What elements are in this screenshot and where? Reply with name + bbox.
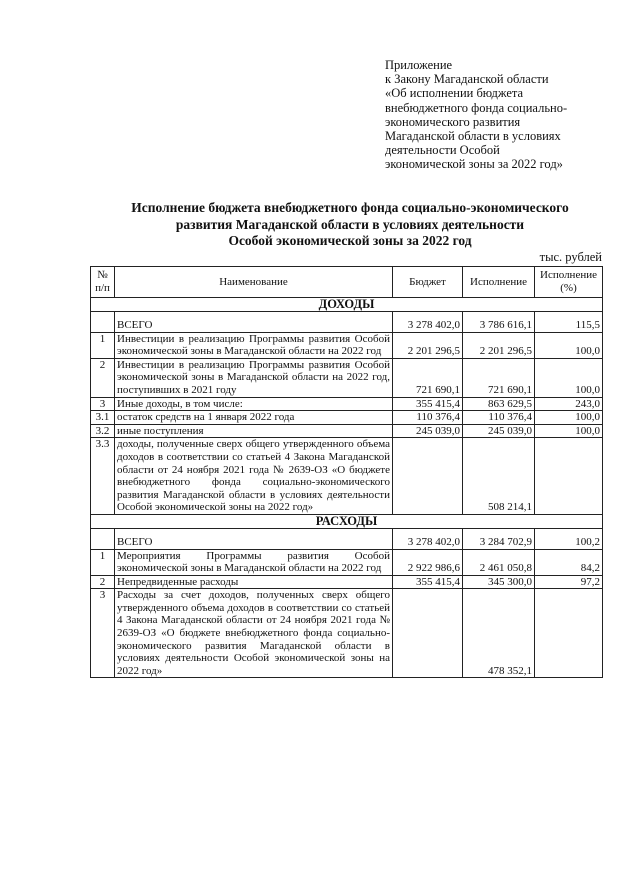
cell-name: Расходы за счет доходов, полученных сверх общего утвержденного объема доходов в соответствии со статьей 4 Закона Магаданской области от 24 ноября 2021 года № 2639-ОЗ «О бюджете внебюджетного фонда социально-экономического развития Магаданской области в условиях деятельности Особой экономической зоны на 2022 год»: [115, 589, 393, 678]
total-label: ВСЕГО: [115, 311, 393, 332]
cell-pct: 100,0: [535, 358, 603, 397]
cell-execution: 345 300,0: [463, 575, 535, 589]
table-row: [91, 549, 603, 575]
table-row: [91, 397, 603, 411]
cell-num: 2: [91, 575, 115, 589]
header-budget: Бюджет: [393, 267, 463, 298]
total-row-income: [91, 311, 603, 332]
cell-budget: 355 415,4: [393, 575, 463, 589]
header-name: Наименование: [115, 267, 393, 298]
cell-num: 1: [91, 549, 115, 575]
cell-budget: [393, 438, 463, 515]
cell-pct: 97,2: [535, 575, 603, 589]
cell-name: Иные доходы, в том числе:: [115, 397, 393, 411]
cell-execution: 508 214,1: [463, 438, 535, 515]
cell-execution: 3 786 616,1: [463, 311, 535, 332]
appendix-line: внебюджетного фонда социально-: [385, 100, 568, 115]
cell-num: 3.3: [91, 438, 115, 515]
title-line: Особой экономической зоны за 2022 год: [228, 233, 472, 248]
cell-budget: 355 415,4: [393, 397, 463, 411]
table-row: [91, 411, 603, 425]
cell-num: 3.1: [91, 411, 115, 425]
cell-execution: 110 376,4: [463, 411, 535, 425]
total-row-expenses: [91, 528, 603, 549]
cell-execution: 2 201 296,5: [463, 332, 535, 358]
table-row: [91, 438, 603, 515]
cell-num: 3: [91, 589, 115, 678]
appendix-line: к Закону Магаданской области: [385, 72, 549, 87]
document-title: [60, 200, 640, 250]
section-row-income: [91, 298, 603, 312]
cell-budget: 721 690,1: [393, 358, 463, 397]
header-execution-pct: Исполнение (%): [535, 267, 603, 298]
cell-name: доходы, полученные сверх общего утвержденного объема доходов в соответствии со статьей 4 Закона Магаданской области от 24 ноября 2021 года № 2639-ОЗ «О бюджете внебюджетного фонда социально-экономического развития Магаданской области в условиях деятельности Особой экономической зоны на 2022 год»: [115, 438, 393, 515]
appendix-line: экономической зоны за 2022 год»: [385, 157, 563, 172]
cell-pct: [535, 438, 603, 515]
cell-num: 1: [91, 332, 115, 358]
cell-name: Инвестиции в реализацию Программы развития Особой экономической зоны в Магаданской области на 2022 год: [115, 332, 393, 358]
cell-name: Инвестиции в реализацию Программы развития Особой экономической зоны в Магаданской области на 2022 год, поступивших в 2021 году: [115, 358, 393, 397]
table-row: [91, 358, 603, 397]
cell-budget: 110 376,4: [393, 411, 463, 425]
section-row-expenses: [91, 514, 603, 528]
header-execution: Исполнение: [463, 267, 535, 298]
units-label: тыс. рублей: [539, 250, 602, 264]
section-label-income: ДОХОДЫ: [91, 298, 603, 312]
cell-num: 3: [91, 397, 115, 411]
cell-name: Непредвиденные расходы: [115, 575, 393, 589]
budget-table: [90, 266, 603, 678]
cell-budget: 2 922 986,6: [393, 549, 463, 575]
cell-num: 2: [91, 358, 115, 397]
cell-name: Мероприятия Программы развития Особой экономической зоны в Магаданской области на 2022 год: [115, 549, 393, 575]
cell-name: иные поступления: [115, 424, 393, 438]
cell-budget: 245 039,0: [393, 424, 463, 438]
cell-budget: 2 201 296,5: [393, 332, 463, 358]
appendix-line: Магаданской области в условиях: [385, 129, 561, 144]
cell-pct: 100,0: [535, 411, 603, 425]
cell-pct: 243,0: [535, 397, 603, 411]
title-line: развития Магаданской области в условиях деятельности: [175, 216, 525, 232]
cell-execution: 3 284 702,9: [463, 528, 535, 549]
cell-num: 3.2: [91, 424, 115, 438]
appendix-line: экономического развития: [385, 114, 521, 129]
cell-execution: 863 629,5: [463, 397, 535, 411]
cell-name: остаток средств на 1 января 2022 года: [115, 411, 393, 425]
table-row: [91, 589, 603, 678]
appendix-line: «Об исполнении бюджета: [385, 86, 524, 101]
section-label-expenses: РАСХОДЫ: [91, 514, 603, 528]
appendix-line: Приложение: [385, 58, 453, 72]
title-line: Исполнение бюджета внебюджетного фонда социально-экономического: [131, 200, 569, 215]
table-row: [91, 575, 603, 589]
cell-budget: 3 278 402,0: [393, 528, 463, 549]
cell-pct: 100,2: [535, 528, 603, 549]
cell-execution: 2 461 050,8: [463, 549, 535, 575]
cell-pct: 115,5: [535, 311, 603, 332]
cell-execution: 478 352,1: [463, 589, 535, 678]
appendix-note: [385, 58, 615, 172]
table-header-row: [91, 267, 603, 298]
appendix-line: деятельности Особой: [385, 143, 500, 158]
table-row: [91, 332, 603, 358]
table-row: [91, 424, 603, 438]
cell-budget: 3 278 402,0: [393, 311, 463, 332]
total-label: ВСЕГО: [115, 528, 393, 549]
cell-pct: 100,0: [535, 332, 603, 358]
cell-budget: [393, 589, 463, 678]
cell-pct: 84,2: [535, 549, 603, 575]
cell-pct: [535, 589, 603, 678]
cell-execution: 245 039,0: [463, 424, 535, 438]
cell-pct: 100,0: [535, 424, 603, 438]
header-num: № п/п: [91, 267, 115, 298]
cell-execution: 721 690,1: [463, 358, 535, 397]
